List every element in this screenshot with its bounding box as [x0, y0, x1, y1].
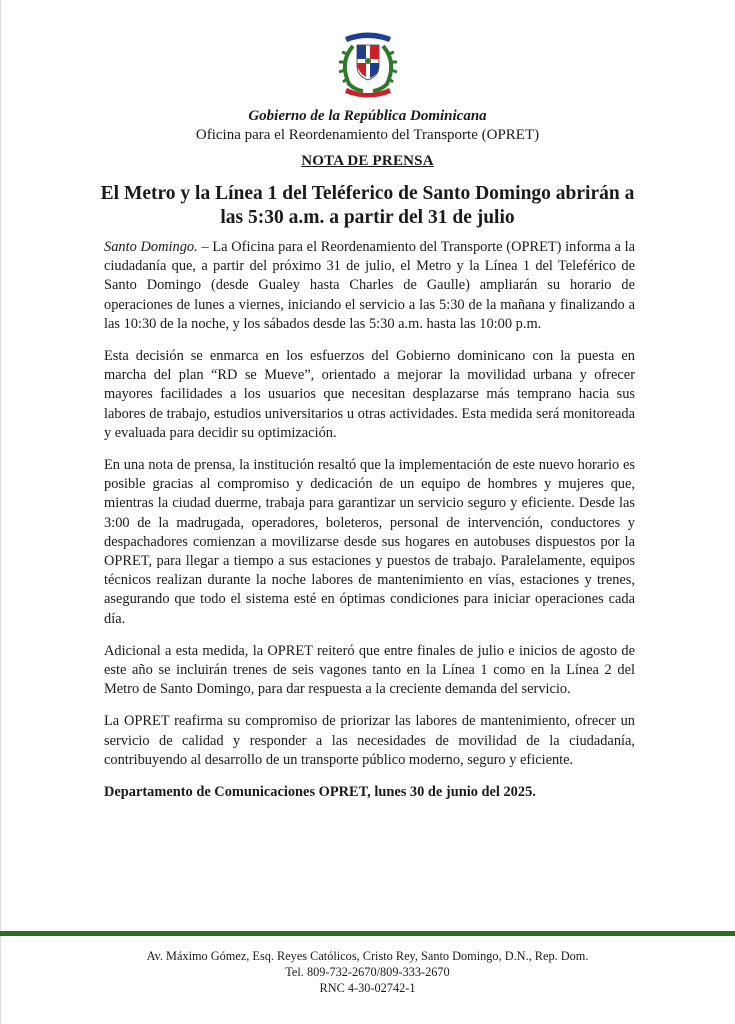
headline	[90, 182, 645, 230]
headline-line-2: las 5:30 a.m. a partir del 31 de julio	[220, 207, 515, 228]
paragraph-2: Esta decisión se enmarca en los esfuerzos del Gobierno dominicano con la puesta en marcha del plan “RD se Mueve”, orientado a mejorar la movilidad urbana y ofrecer mayores facilidades a los usuarios que necesitan desplazarse más temprano hacia sus labores de trabajo, estudios universitarios u otras actividades. Esta medida será monitoreada y evaluada para decidir su optimización.	[104, 348, 635, 441]
coat-of-arms-icon	[335, 28, 401, 98]
headline-line-1: El Metro y la Línea 1 del Teléferico de Santo Domingo abrirán a	[100, 183, 635, 204]
footer-phone: Tel. 809-732-2670/809-333-2670	[285, 965, 450, 979]
dateline-place: Santo Domingo.	[104, 239, 198, 255]
paragraph-5: La OPRET reafirma su compromiso de priorizar las labores de mantenimiento, ofrecer un servicio de calidad y responder a las necesidades de movilidad de la ciudadanía, contribuyendo al desarrollo de un transporte público moderno, seguro y eficiente.	[104, 713, 635, 768]
footer	[0, 948, 735, 996]
footer-address: Av. Máximo Gómez, Esq. Reyes Católicos, Cristo Rey, Santo Domingo, D.N., Rep. Dom.	[146, 949, 589, 963]
government-name: Gobierno de la República Dominicana	[248, 108, 487, 124]
press-release-label: NOTA DE PRENSA	[301, 153, 434, 169]
press-release-body	[104, 238, 635, 815]
letterhead	[0, 28, 735, 145]
paragraph-4: Adicional a esta medida, la OPRET reiteró que entre finales de julio e inicios de agosto de este año se incluirán trenes de seis vagones tanto en la Línea 1 como en la Línea 2 del Metro de Santo Domingo, para dar respuesta a la creciente demanda del servicio.	[104, 642, 635, 698]
paragraph-1-text: – La Oficina para el Reordenamiento del Transporte (OPRET) informa a la ciudadanía que, a partir del próximo 31 de julio, el Metro y la Línea 1 del Teleférico de Santo Domingo (desde Gualey hasta Charles de Gaulle) ampliarán su horario de operaciones de lunes a viernes, iniciando el servicio a las 5:30 de la mañana y finalizando a las 10:30 de la noche, y los sábados desde las 5:30 a.m. hasta las 10:00 p.m.	[104, 239, 635, 332]
paragraph-3: En una nota de prensa, la institución resaltó que la implementación de este nuevo horario es posible gracias al compromiso y dedicación de un equipo de hombres y mujeres que, mientras la ciudad duerme, trabaja para garantizar un servicio seguro y eficiente. Desde las 3:00 de la madrugada, operadores, boleteros, personal de intervención, conductores y despachadores comienzan a movilizarse desde sus hogares en autobuses dispuestos por la OPRET, para llegar a tiempo a sus estaciones y puestos de trabajo. Paralelamente, equipos técnicos realizan durante la noche labores de mantenimiento en vías, estaciones y trenes, asegurando que todo el sistema esté en óptimas condiciones para iniciar operaciones cada día.	[104, 457, 635, 627]
footer-rnc: RNC 4-30-02742-1	[319, 981, 416, 995]
office-name: Oficina para el Reordenamiento del Transporte (OPRET)	[195, 127, 540, 143]
paragraph-1	[104, 238, 635, 334]
footer-divider	[0, 931, 735, 936]
signature-line: Departamento de Comunicaciones OPRET, lunes 30 de junio del 2025.	[104, 784, 536, 801]
